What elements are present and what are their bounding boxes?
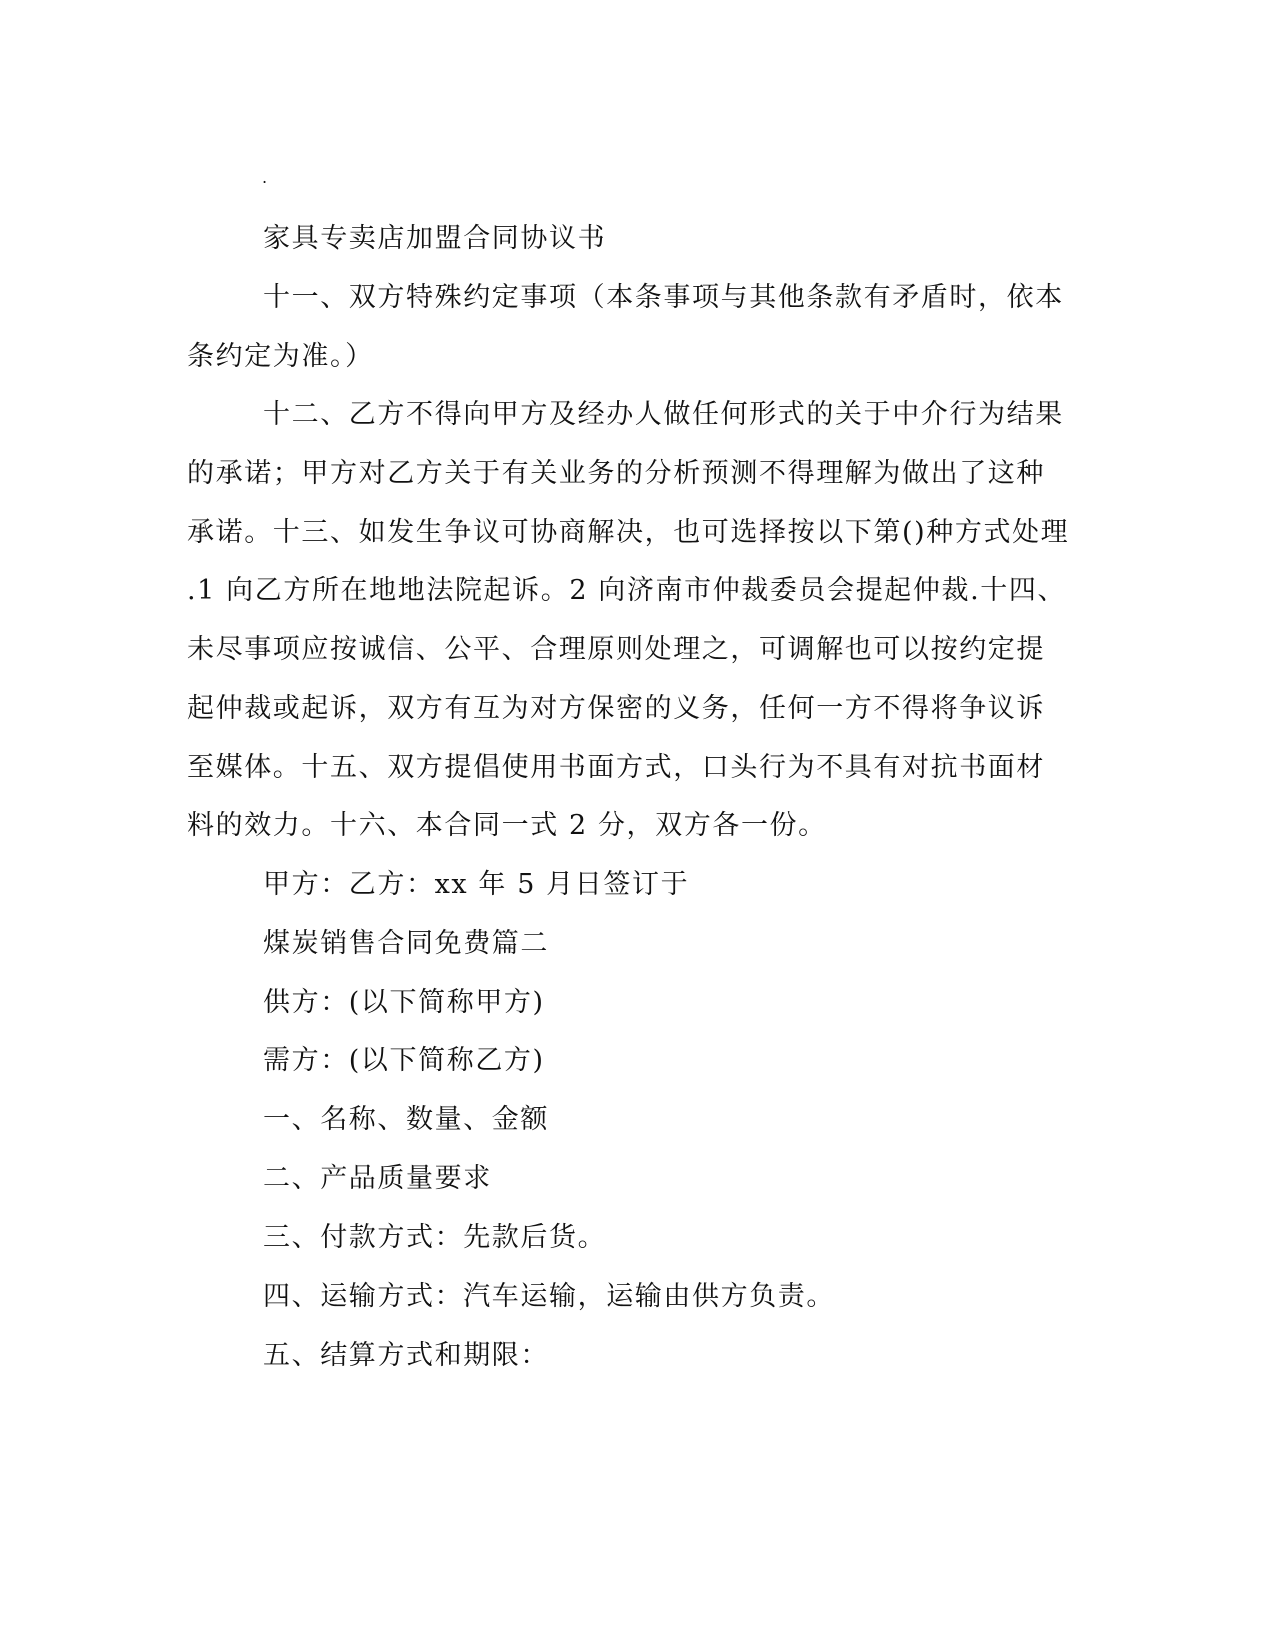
paragraph-line: 十一、双方特殊约定事项（本条事项与其他条款有矛盾时，依本 [263,282,1064,313]
clause-item: 二、产品质量要求 [263,1163,492,1194]
paragraph-line: 料的效力。十六、本合同一式 2 分，双方各一份。 [187,810,827,841]
document-title: 家具专卖店加盟合同协议书 [263,223,607,254]
clause-item: 五、结算方式和期限： [263,1340,549,1371]
paragraph-line: 承诺。十三、如发生争议可协商解决，也可选择按以下第()种方式处理 [187,517,1070,548]
section-title: 煤炭销售合同免费篇二 [263,928,549,959]
paragraph-line: 条约定为准。） [187,341,374,372]
paragraph-line: 未尽事项应按诚信、公平、合理原则处理之，可调解也可以按约定提 [187,634,1045,665]
clause-item: 四、运输方式：汽车运输，运输由供方负责。 [263,1281,835,1312]
paragraph-line: 起仲裁或起诉，双方有互为对方保密的义务，任何一方不得将争议诉 [187,693,1045,724]
paragraph-line: 十二、乙方不得向甲方及经办人做任何形式的关于中介行为结果 [263,399,1064,430]
supplier-line: 供方：(以下简称甲方) [263,987,545,1018]
clause-item: 三、付款方式：先款后货。 [263,1222,607,1253]
paragraph-line: 的承诺；甲方对乙方关于有关业务的分析预测不得理解为做出了这种 [187,458,1045,489]
paragraph-line: .1 向乙方所在地地法院起诉。2 向济南市仲裁委员会提起仲裁.十四、 [187,575,1067,606]
signature-line: 甲方：乙方：xx 年 5 月日签订于 [263,869,690,900]
paragraph-line: 至媒体。十五、双方提倡使用书面方式，口头行为不具有对抗书面材 [187,752,1045,783]
clause-item: 一、名称、数量、金额 [263,1104,549,1135]
page-marker-dot: . [262,168,268,187]
buyer-line: 需方：(以下简称乙方) [263,1045,545,1076]
